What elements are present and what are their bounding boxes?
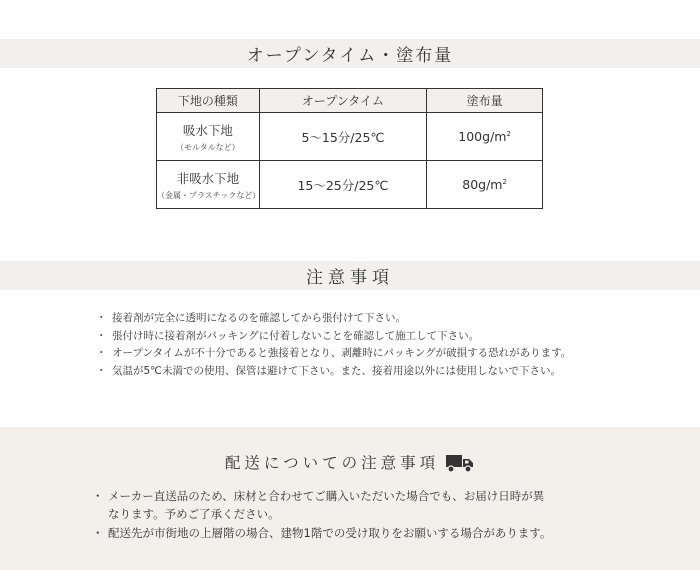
bullet-dot: ・ (96, 364, 107, 377)
list-item-text: オープンタイムが不十分であると強接着となり、剥離時にパッキングが破損する恐れがあります。 (112, 347, 572, 359)
substrate-label: 非吸水下地 (176, 170, 240, 186)
list-item (96, 328, 571, 346)
substrate-cell (157, 161, 260, 209)
bullet-dot: ・ (92, 526, 104, 540)
substrate-label: 吸水下地 (182, 122, 233, 138)
amount-value: 100g/m (458, 129, 507, 144)
delivery-heading-text: 配送についての注意事項 (224, 454, 440, 472)
amount-cell (427, 113, 543, 161)
substrate-note: （モルタルなど） (175, 142, 240, 152)
list-item-text: 配送先が市街地の上層階の場合、建物1階での受け取りをお願いする場合があります。 (108, 526, 552, 540)
open-time-cell: 15〜25分/25℃ (259, 161, 427, 209)
delivery-list (92, 488, 551, 545)
open-time-cell: 5〜15分/25℃ (259, 113, 427, 161)
list-item-text: 気温が5℃未満での使用、保管は避けて下さい。また、接着用途以外には使用しないで下さい。 (112, 364, 561, 377)
amount-cell (427, 161, 543, 209)
list-item-text: 接着剤が完全に透明になるのを確認してから張付けて下さい。 (112, 312, 406, 324)
table-row (157, 161, 543, 209)
open-time-heading: オープンタイム・塗布量 (0, 39, 700, 68)
amount-value: 80g/m (462, 177, 503, 192)
list-item-text-cont: なります。予めご了承ください。 (108, 506, 280, 521)
list-item (96, 345, 571, 363)
truck-icon (445, 453, 475, 477)
bullet-dot: ・ (92, 489, 104, 503)
header-amount: 塗布量 (427, 89, 543, 113)
table-header-row (157, 89, 543, 113)
list-item (96, 363, 571, 381)
list-item (96, 310, 571, 328)
substrate-note: （金属・プラスチックなど） (157, 190, 261, 200)
delivery-notice-box (0, 427, 700, 570)
list-item (92, 525, 551, 543)
amount-unit-sup: 2 (502, 178, 507, 186)
list-item (92, 488, 551, 523)
amount-unit-sup: 2 (506, 130, 511, 138)
caution-heading: 注意事項 (0, 261, 700, 290)
list-item-text: 張付け時に接着剤がパッキングに付着しないことを確認して施工して下さい。 (112, 329, 480, 342)
open-time-table (156, 88, 543, 209)
caution-list (96, 310, 571, 380)
bullet-dot: ・ (96, 312, 107, 324)
bullet-dot: ・ (96, 329, 107, 342)
header-substrate: 下地の種類 (157, 89, 260, 113)
table-row (157, 113, 543, 161)
bullet-dot: ・ (96, 347, 107, 359)
list-item-text: メーカー直送品のため、床材と合わせてご購入いただいた場合でも、お届け日時が異 (108, 489, 545, 503)
header-open-time: オープンタイム (259, 89, 427, 113)
substrate-cell (157, 113, 260, 161)
delivery-heading (0, 451, 700, 477)
